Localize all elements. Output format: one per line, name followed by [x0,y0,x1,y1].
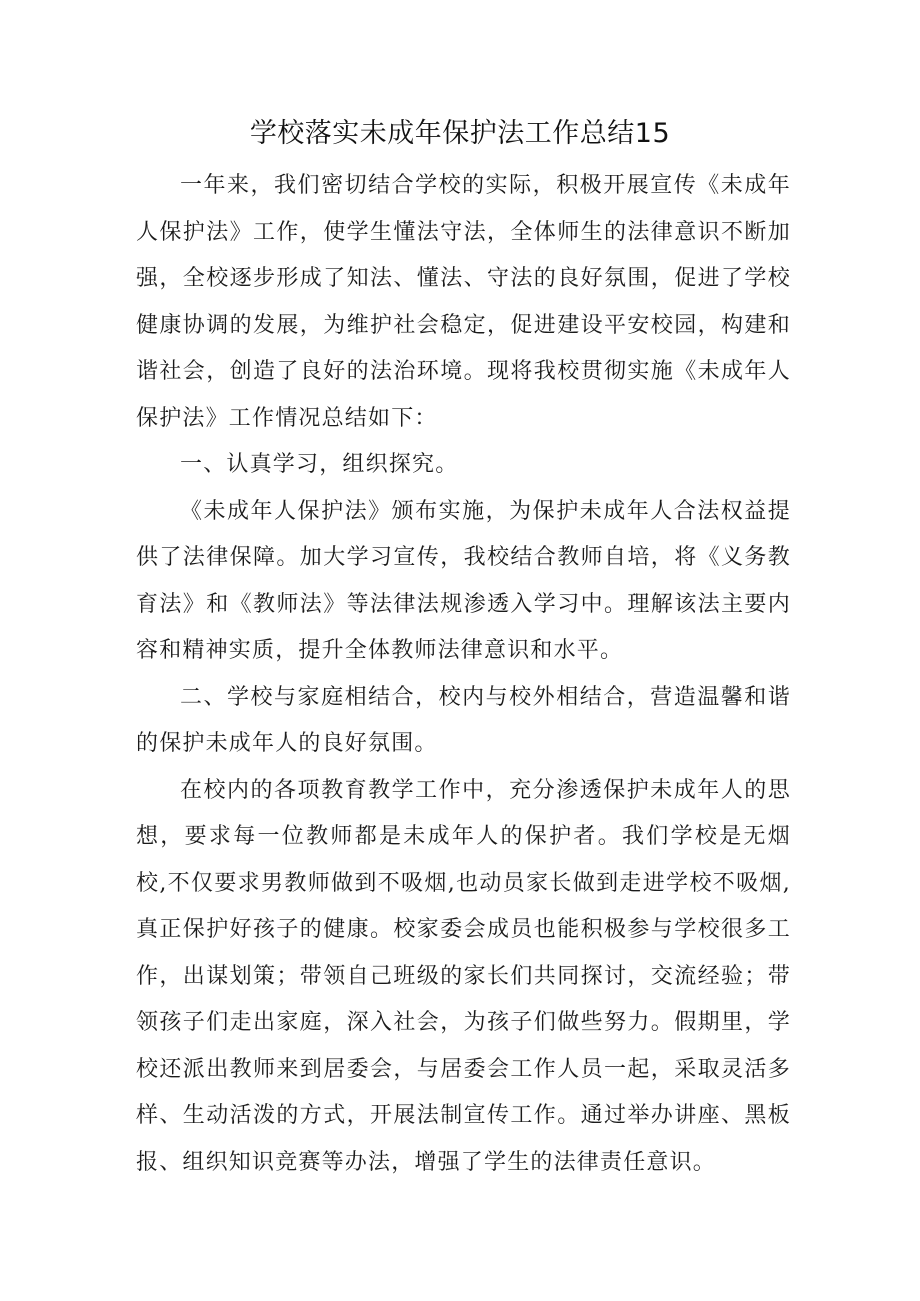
section-1-paragraph: 《未成年人保护法》颁布实施，为保护未成年人合法权益提供了法律保障。加大学习宣传，我校结合教师自培，将《义务教育法》和《教师法》等法律法规渗透入学习中。理解该法主要内容和精神实质，提升全体教师法律意识和水平。 [136,498,791,663]
section-2-paragraph: 在校内的各项教育教学工作中，充分渗透保护未成年人的思想，要求每一位教师都是未成年人的保护者。我们学校是无烟校,不仅要求男教师做到不吸烟,也动员家长做到走进学校不吸烟,真正保护好孩子的健康。校家委会成员也能积极参与学校很多工作，出谋划策；带领自己班级的家长们共同探讨，交流经验；带领孩子们走出家庭，深入社会，为孩子们做些努力。假期里，学校还派出教师来到居委会，与居委会工作人员一起，采取灵活多样、生动活泼的方式，开展法制宣传工作。通过举办讲座、黑板报、组织知识竞赛等办法，增强了学生的法律责任意识。 [136,777,791,1175]
document-body [136,163,791,1186]
section-heading-2: 二、学校与家庭相结合，校内与校外相结合，营造温馨和谐的保护未成年人的良好氛围。 [136,684,791,756]
intro-paragraph: 一年来，我们密切结合学校的实际，积极开展宣传《未成年人保护法》工作，使学生懂法守法，全体师生的法律意识不断加强，全校逐步形成了知法、懂法、守法的良好氛围，促进了学校健康协调的发展，为维护社会稳定，促进建设平安校园，构建和谐社会，创造了良好的法治环境。现将我校贯彻实施《未成年人保护法》工作情况总结如下： [136,173,791,431]
document-title: 学校落实未成年保护法工作总结15 [249,118,671,149]
section-heading-1: 一、认真学习，组织探究。 [180,452,459,477]
